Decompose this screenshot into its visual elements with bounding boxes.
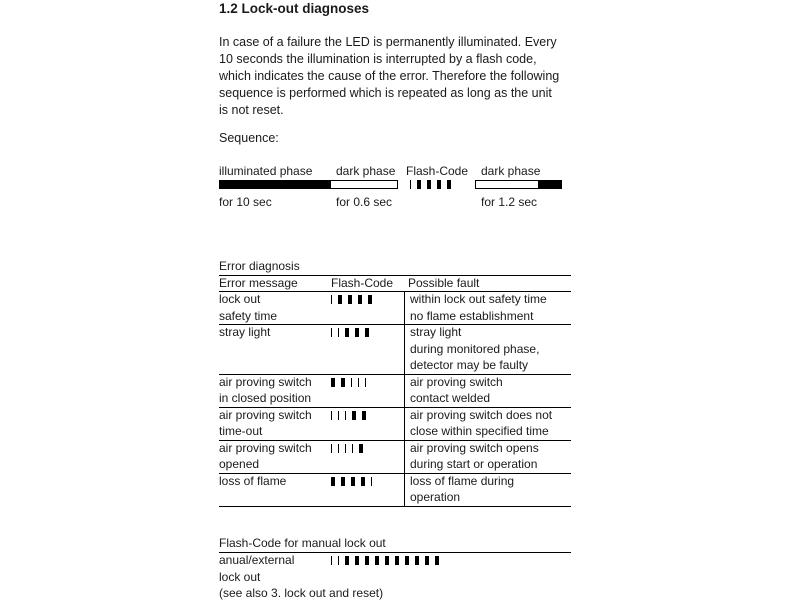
column-divider — [404, 291, 405, 506]
manual-lockout-title: Flash-Code for manual lock out — [219, 536, 386, 550]
manual-line: (see also 3. lock out and reset) — [219, 586, 384, 600]
manual-flash-long-pulse — [395, 556, 399, 565]
row-flash-short-pulse — [338, 444, 339, 453]
error-message: opened — [219, 457, 260, 471]
header-flash-code: Flash-Code — [331, 276, 394, 290]
row-flash-code — [331, 476, 372, 487]
row-flash-short-pulse — [331, 328, 332, 337]
manual-flash-long-pulse — [385, 556, 389, 565]
row-flash-long-pulse — [368, 295, 372, 304]
row-flash-short-pulse — [351, 378, 352, 387]
row-flash-long-pulse — [361, 477, 365, 486]
error-message: air proving switch — [219, 407, 312, 422]
error-message: safety time — [219, 308, 278, 323]
row-flash-long-pulse — [341, 378, 345, 387]
row-flash-long-pulse — [331, 477, 335, 486]
row-rule — [219, 506, 571, 507]
possible-fault: contact welded — [410, 391, 491, 405]
dark-phase-label-1: dark phase — [336, 164, 396, 178]
intro-line: is not reset. — [219, 103, 284, 117]
duration-dark-1: for 0.6 sec — [336, 195, 393, 209]
possible-fault: during monitored phase, — [410, 341, 540, 356]
error-message: lock out — [219, 292, 261, 306]
manual-flash-short-pulse — [338, 556, 339, 565]
manual-flash-code — [331, 555, 439, 566]
sequence-flash-short-pulse — [410, 180, 411, 189]
manual-flash-long-pulse — [365, 556, 369, 565]
dark-phase-bar-1 — [330, 180, 398, 189]
duration-illuminated: for 10 sec — [219, 195, 272, 209]
possible-fault: operation — [410, 490, 461, 504]
row-flash-short-pulse — [331, 411, 332, 420]
row-flash-long-pulse — [355, 328, 359, 337]
row-flash-code — [331, 327, 369, 338]
duration-dark-2: for 1.2 sec — [481, 195, 538, 209]
row-flash-long-pulse — [362, 411, 366, 420]
row-rule — [219, 324, 571, 325]
manual-flash-long-pulse — [375, 556, 379, 565]
row-flash-long-pulse — [348, 295, 352, 304]
row-flash-short-pulse — [338, 328, 339, 337]
manual-line: lock out — [219, 569, 261, 584]
possible-fault: close within specified time — [410, 424, 549, 438]
intro-line: In case of a failure the LED is permanently illuminated. Every — [219, 35, 557, 49]
header-possible-fault: Possible fault — [408, 276, 480, 290]
illuminated-bar-end — [538, 180, 562, 189]
header-error-message: Error message — [219, 276, 298, 290]
row-flash-long-pulse — [351, 477, 355, 486]
manual-flash-long-pulse — [425, 556, 429, 565]
error-message: stray light — [219, 325, 271, 339]
error-message: air proving switch — [219, 374, 312, 389]
row-flash-short-pulse — [365, 378, 366, 387]
row-flash-long-pulse — [352, 411, 356, 420]
row-flash-code — [331, 443, 363, 454]
row-flash-code — [331, 294, 372, 305]
error-diagnosis-title: Error diagnosis — [219, 259, 300, 273]
possible-fault: within lock out safety time — [410, 292, 547, 306]
intro-line: 10 seconds the illumination is interrupted by a flash code, — [219, 52, 537, 66]
possible-fault: detector may be faulty — [410, 358, 529, 372]
sequence-flash-long-pulse — [447, 180, 451, 189]
sequence-label: Sequence: — [219, 131, 279, 145]
row-flash-short-pulse — [352, 444, 353, 453]
manual-line: anual/external — [219, 553, 295, 567]
illuminated-phase-label: illuminated phase — [219, 164, 313, 178]
row-flash-long-pulse — [338, 295, 342, 304]
possible-fault: stray light — [410, 325, 462, 339]
sequence-flash-long-pulse — [417, 180, 421, 189]
manual-flash-long-pulse — [355, 556, 359, 565]
row-flash-short-pulse — [345, 444, 346, 453]
error-message: loss of flame — [219, 473, 287, 488]
intro-line: which indicates the cause of the error. Therefore the following — [219, 69, 560, 83]
row-flash-code — [331, 410, 366, 421]
row-flash-short-pulse — [331, 444, 332, 453]
row-flash-long-pulse — [331, 378, 335, 387]
manual-flash-long-pulse — [415, 556, 419, 565]
section-heading: 1.2 Lock-out diagnoses — [219, 1, 370, 16]
possible-fault: during start or operation — [410, 457, 538, 471]
manual-flash-long-pulse — [435, 556, 439, 565]
sequence-flash-long-pulse — [427, 180, 431, 189]
possible-fault: loss of flame during — [410, 473, 515, 488]
manual-flash-short-pulse — [331, 556, 332, 565]
dark-phase-bar-2 — [475, 180, 539, 189]
row-flash-long-pulse — [365, 328, 369, 337]
intro-line: sequence is performed which is repeated as long as the unit — [219, 86, 552, 100]
error-message: time-out — [219, 424, 263, 438]
possible-fault: air proving switch opens — [410, 440, 539, 455]
possible-fault: air proving switch does not — [410, 407, 553, 422]
dark-phase-label-2: dark phase — [481, 164, 541, 178]
row-flash-short-pulse — [338, 411, 339, 420]
illuminated-bar — [219, 180, 330, 189]
row-flash-code — [331, 377, 366, 388]
sequence-flash-code — [410, 179, 451, 190]
row-flash-long-pulse — [341, 477, 345, 486]
error-message: air proving switch — [219, 440, 312, 455]
sequence-flash-long-pulse — [437, 180, 441, 189]
row-flash-short-pulse — [345, 411, 346, 420]
possible-fault: no flame establishment — [410, 308, 534, 323]
possible-fault: air proving switch — [410, 374, 503, 389]
row-flash-short-pulse — [331, 295, 332, 304]
row-flash-long-pulse — [359, 444, 363, 453]
row-flash-short-pulse — [358, 378, 359, 387]
flash-code-label: Flash-Code — [406, 164, 469, 178]
row-flash-long-pulse — [345, 328, 349, 337]
manual-flash-long-pulse — [405, 556, 409, 565]
manual-flash-long-pulse — [345, 556, 349, 565]
intro-paragraph — [219, 34, 589, 119]
row-flash-short-pulse — [371, 477, 372, 486]
error-message: in closed position — [219, 391, 312, 405]
row-flash-long-pulse — [358, 295, 362, 304]
